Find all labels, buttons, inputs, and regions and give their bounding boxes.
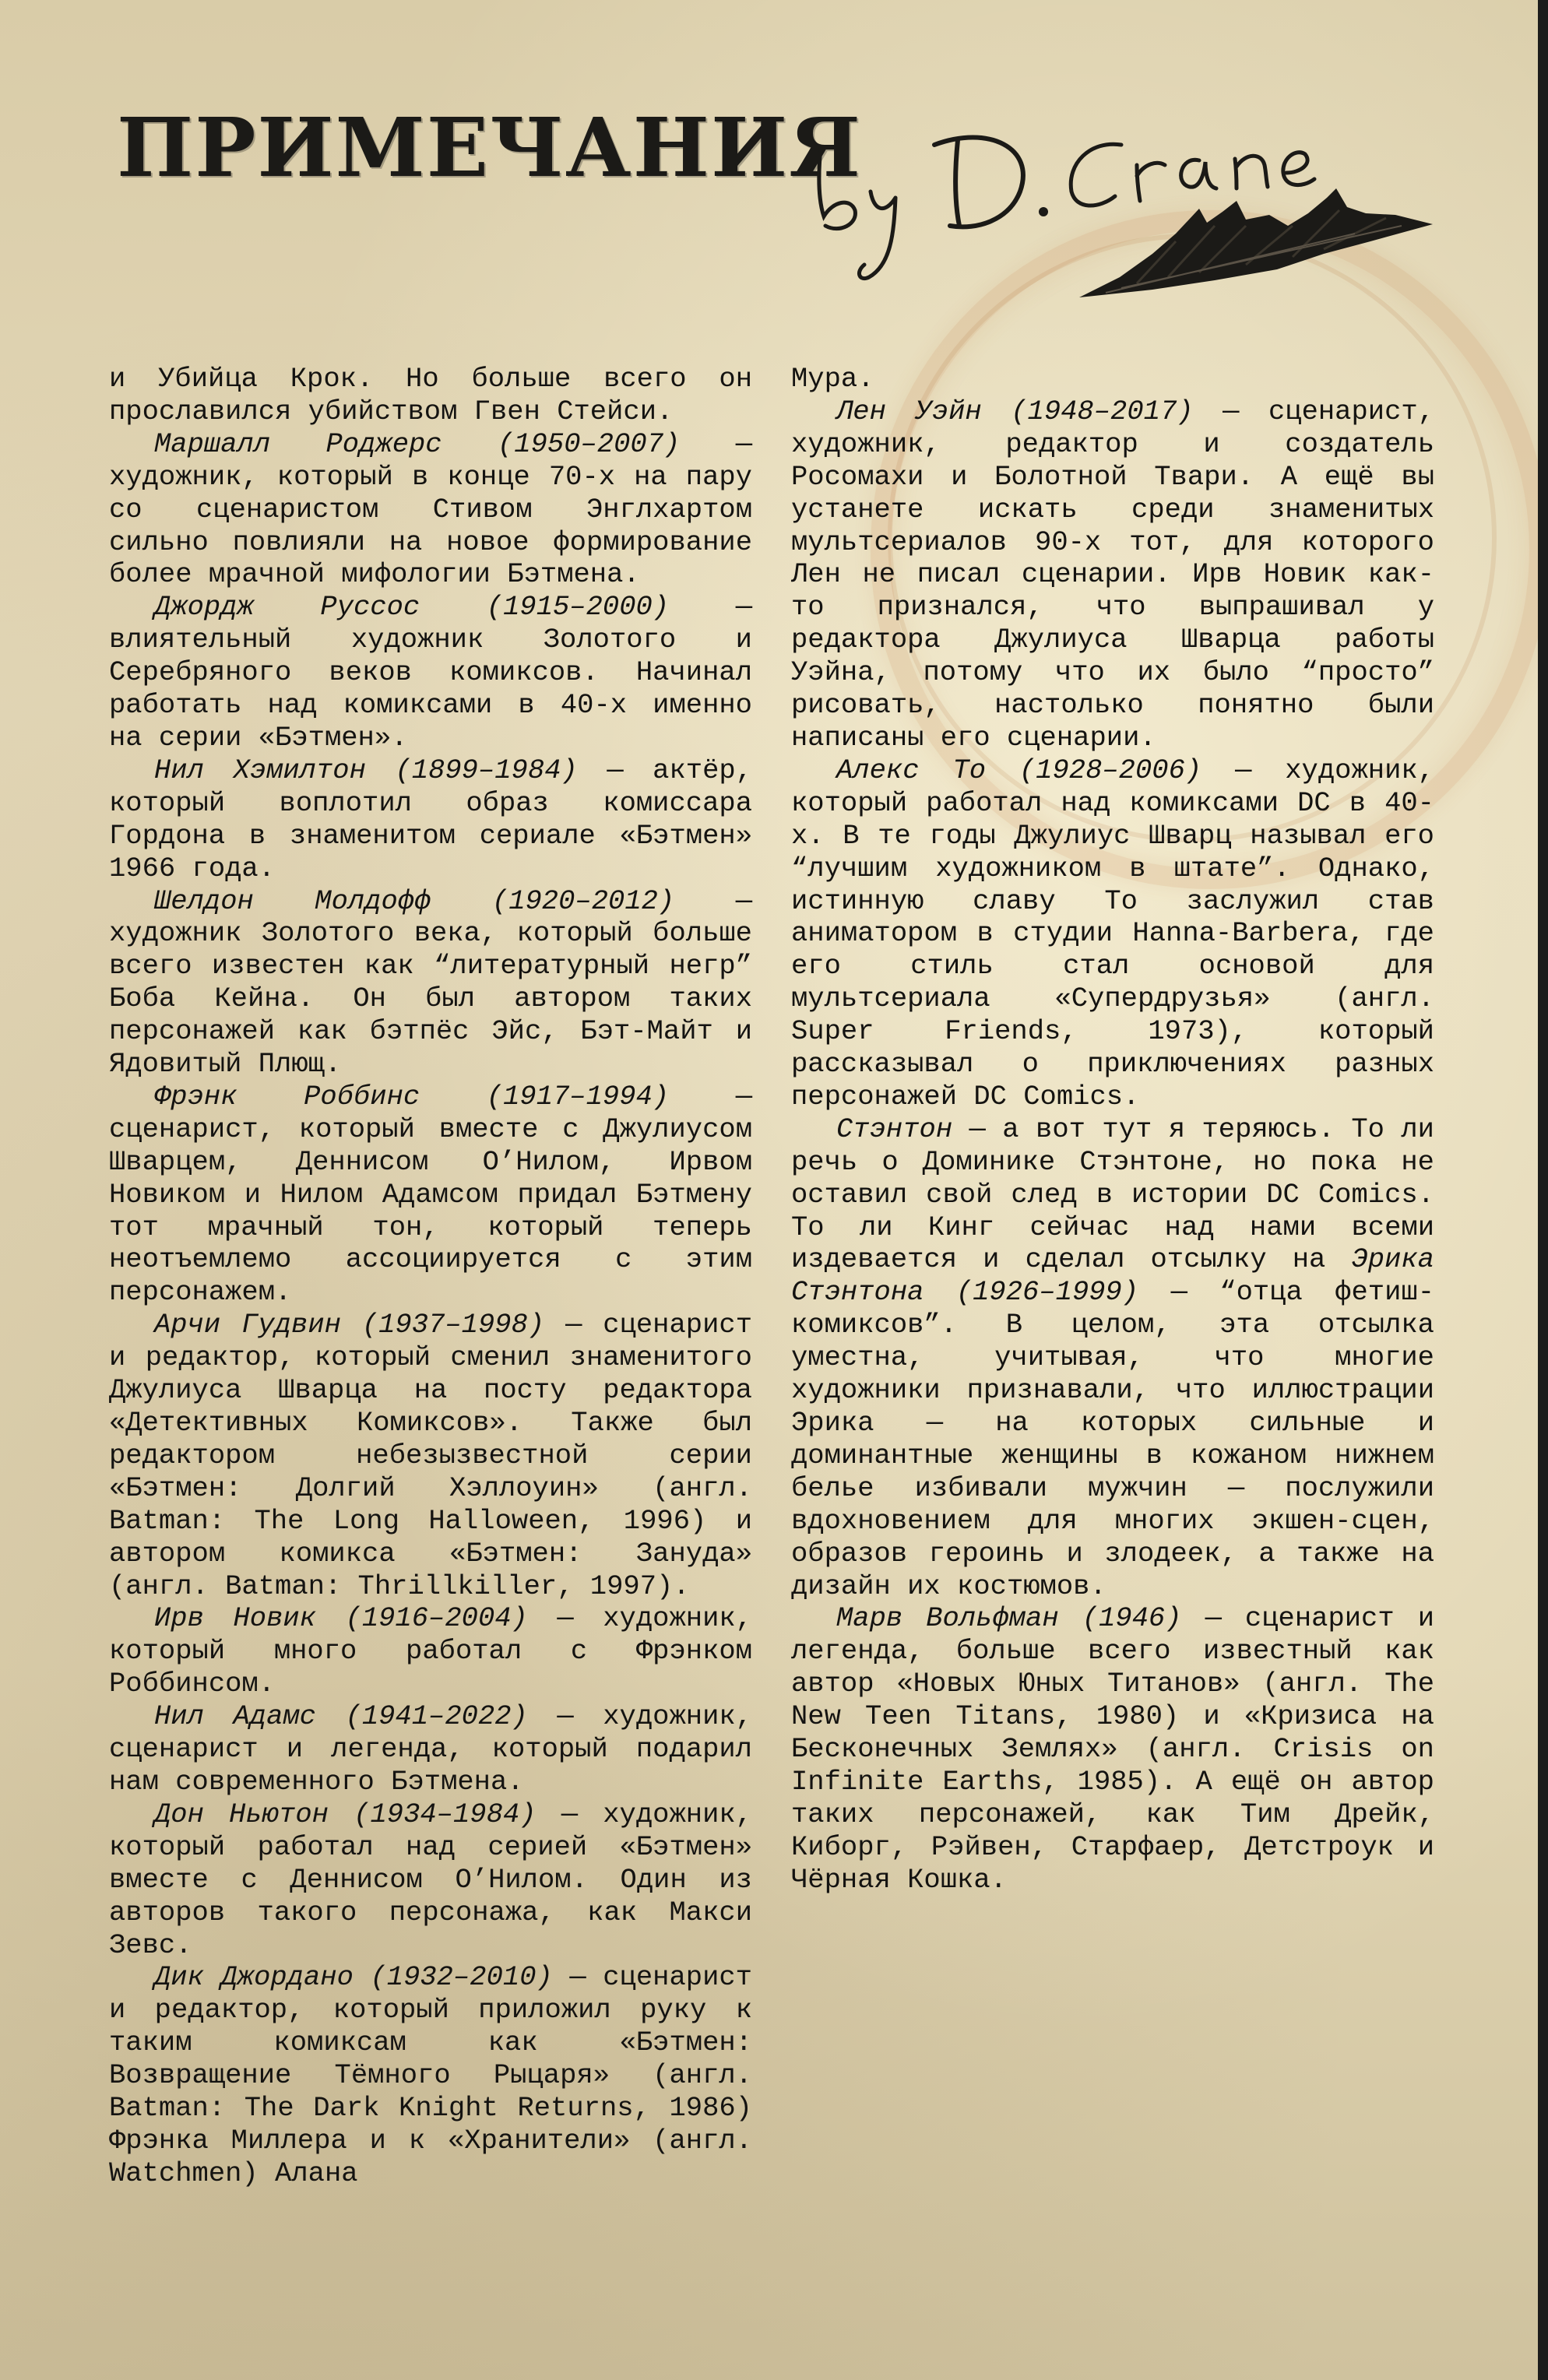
note-person: Нил Хэмилтон (1899–1984): [154, 754, 578, 786]
page-title: ПРИМЕЧАНИЯ: [117, 100, 862, 195]
note-paragraph: Маршалл Роджерс (1950–2007) — художник, который в конце 70-х на пару со сценаристом Стивом Энглхартом сильно повлияли на новое формирование более мрачной мифологии Бэтмена.: [109, 427, 752, 591]
note-person: Нил Адамс (1941–2022): [154, 1700, 528, 1733]
note-person: Шелдон Молдофф (1920–2012): [154, 884, 675, 917]
note-paragraph: Нил Хэмилтон (1899–1984) — актёр, который воплотил образ комиссара Гордона в знаменитом сериале «Бэтмен» 1966 года.: [109, 754, 752, 884]
note-person: Арчи Гудвин (1937–1998): [154, 1309, 545, 1341]
note-paragraph: Марв Вольфман (1946) — сценарист и легенда, больше всего известный как автор «Новых Юных Титанов» (англ. The New Teen Titans, 1980) и «Кризиса на Бесконечных Землях» (англ. Crisis on Infinite Earths, 1985). А ещё он автор таких персонажей, как Тим Дрейк, Киборг, Рэйвен, Старфаер, Детстроук и Чёрная Кошка.: [791, 1602, 1434, 1896]
note-paragraph: Лен Уэйн (1948–2017) — сценарист, художник, редактор и создатель Росомахи и Болотной Твари. А ещё вы устанете искать среди знаменитых мультсериалов 90-х тот, для которого Лен не писал сценарии. Ирв Новик как-то признался, что выпрашивал у редактора Джулиуса Шварца работы Уэйна, потому что их было “просто” рисовать, настолько понятно были написаны его сценарии.: [791, 395, 1434, 754]
note-paragraph: Дик Джордано (1932–2010) — сценарист и редактор, который приложил руку к таким комиксам как «Бэтмен: Возвращение Тёмного Рыцаря» (англ. Batman: The Dark Knight Returns, 1986) Фрэнка Миллера и к «Хранители» (англ. Watchmen) Алана: [109, 1961, 752, 2189]
note-paragraph: Джордж Руссос (1915–2000) — влиятельный художник Золотого и Серебряного веков комиксов. Начинал работать над комиксами в 40-х именно на серии «Бэтмен».: [109, 591, 752, 754]
note-person: Эрика Стэнтона (1926–1999): [791, 1243, 1434, 1309]
note-person: Дон Ньютон (1934–1984): [154, 1798, 537, 1830]
note-paragraph: и Убийца Крок. Но больше всего он прославился убийством Гвен Стейси.: [109, 363, 752, 427]
note-paragraph: Арчи Гудвин (1937–1998) — сценарист и редактор, который сменил знаменитого Джулиуса Шварца на посту редактора «Детективных Комиксов». Также был редактором небезызвестной серии «Бэтмен: Долгий Хэллоуин» (англ. Batman: The Long Halloween, 1996) и автором комикса «Бэтмен: Зануда» (англ. Batman: Thrillkiller, 1997).: [109, 1309, 752, 1602]
page-edge: [1538, 0, 1548, 2380]
note-paragraph: Дон Ньютон (1934–1984) — художник, который работал над серией «Бэтмен» вместе с Деннисом О’Нилом. Один из авторов такого персонажа, как Макси Зевс.: [109, 1798, 752, 1961]
note-person: Алекс То (1928–2006): [836, 754, 1202, 786]
note-person: Ирв Новик (1916–2004): [154, 1602, 528, 1635]
signature-bat-logo: [810, 117, 1448, 304]
note-person: Маршалл Роджерс (1950–2007): [154, 427, 681, 460]
note-person: Джордж Руссос (1915–2000): [154, 591, 670, 624]
note-paragraph: Ирв Новик (1916–2004) — художник, который много работал с Фрэнком Роббинсом.: [109, 1602, 752, 1700]
note-person: Стэнтон: [836, 1113, 953, 1145]
note-paragraph: Стэнтон — а вот тут я теряюсь. То ли речь о Доминике Стэнтоне, но пока не оставил свой след в истории DC Comics. То ли Кинг сейчас над нами всеми издевается и сделал отсылку на Эрика Стэнтона (1926–1999) — “отца фетиш-комиксов”. В целом, эта отсылка уместна, учитывая, что многие художники признавали, что иллюстрации Эрика — на которых сильные и доминантные женщины в кожаном нижнем белье избивали мужчин — послужили вдохновением для многих экшен-сцен, образов героинь и злодеек, а также на дизайн их костюмов.: [791, 1113, 1434, 1602]
note-paragraph: Шелдон Молдофф (1920–2012) — художник Золотого века, который больше всего известен как “литературный негр” Боба Кейна. Он был автором таких персонажей как бэтпёс Эйс, Бэт-Майт и Ядовитый Плющ.: [109, 884, 753, 1081]
note-person: Лен Уэйн (1948–2017): [836, 395, 1194, 427]
note-person: Марв Вольфман (1946): [836, 1602, 1182, 1635]
note-paragraph: Алекс То (1928–2006) — художник, который работал над комиксами DC в 40-х. В те годы Джулиус Шварц называл его “лучшим художником в штате”. Однако, истинную славу То заслужил став аниматором в студии Hanna-Barbera, где его стиль стал основой для мультсериала «Супердрузья» (англ. Super Friends, 1973), который рассказывал о приключениях разных персонажей DC Comics.: [791, 754, 1434, 1113]
note-person: Дик Джордано (1932–2010): [154, 1961, 553, 1994]
note-paragraph: Нил Адамс (1941–2022) — художник, сценарист и легенда, который подарил нам современного Бэтмена.: [109, 1700, 752, 1798]
right-text-column: [791, 363, 1434, 1897]
note-paragraph: Мура.: [791, 363, 874, 395]
note-paragraph: Фрэнк Роббинс (1917–1994) — сценарист, который вместе с Джулиусом Шварцем, Деннисом О’Нилом, Ирвом Новиком и Нилом Адамсом придал Бэтмену тот мрачный тон, который теперь неотъемлемо ассоциируется с этим персонажем.: [109, 1080, 752, 1309]
note-person: Фрэнк Роббинс (1917–1994): [154, 1080, 670, 1113]
left-text-column: [109, 363, 752, 2190]
